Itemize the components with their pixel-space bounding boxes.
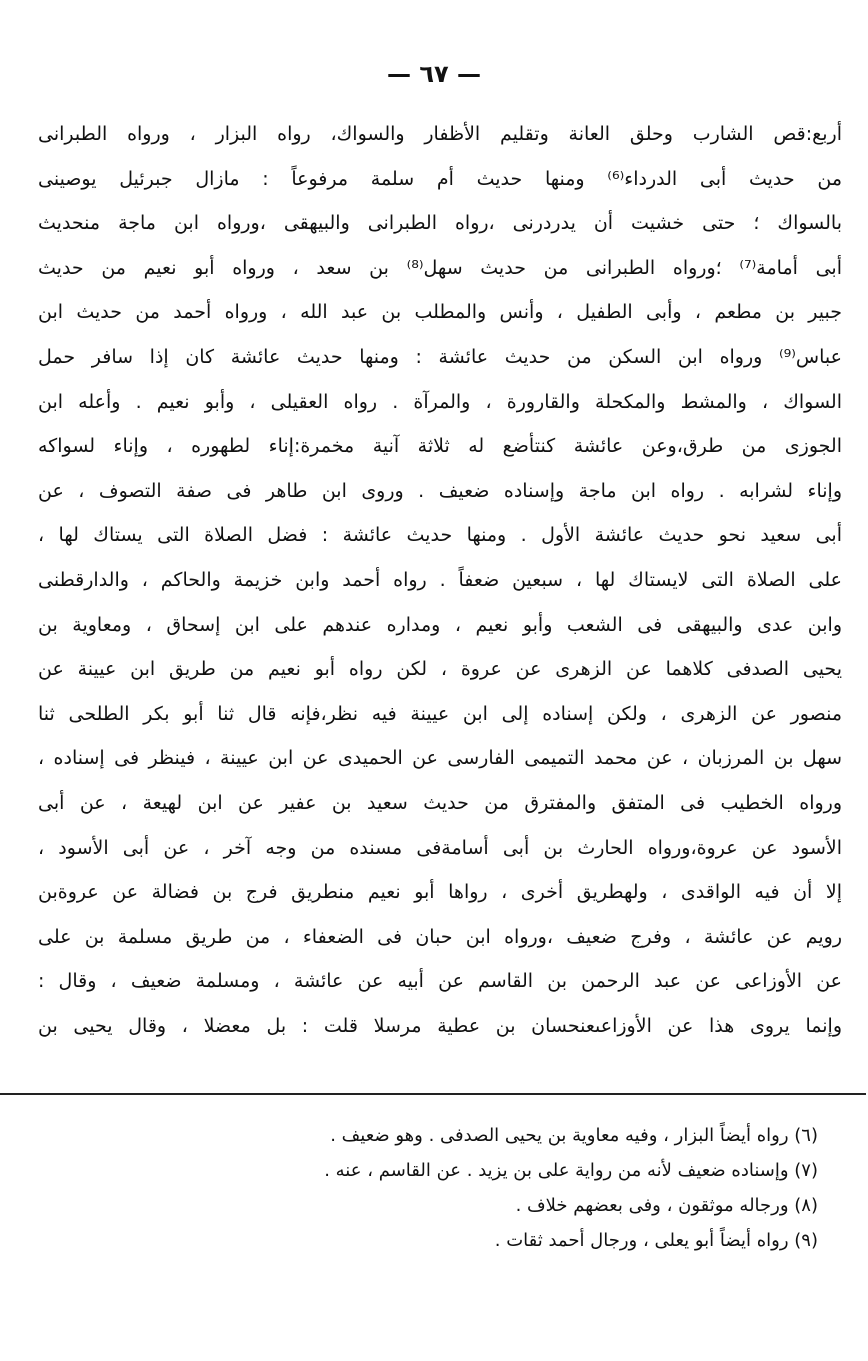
text-line: من حديث أبى الدرداء⁽⁶⁾ ومنها حديث أم سلمة مرفوعاً : مازال جبرئيل يوصينى [38,167,842,190]
text-line: بالسواك ؛ حتى خشيت أن يدردرنى ،رواه الطبرانى والبيهقى ،ورواه ابن ماجة منحديث [38,212,842,235]
main-text [38,112,842,1048]
text-line: منصور عن الزهرى ، ولكن إسناده إلى ابن عيينة فيه نظر،فإنه قال ثنا أبو بكر الطلحى ثنا [38,702,842,725]
text-line: ورواه الخطيب فى المتفق والمفترق من حديث سعيد بن عفير عن ابن لهيعة ، عن أبى [38,791,842,814]
text-line: وإنما يروى هذا عن الأوزاعىعنحسان بن عطية مرسلا قلت : بل معضلا ، وقال يحيى بن [38,1014,842,1037]
text-line: الأسود عن عروة،ورواه الحارث بن أبى أسامةفى مسنده من وجه آخر ، عن أبى الأسود ، [38,836,842,859]
footnote: (٧) وإسناده ضعيف لأنه من رواية على بن يزيد . عن القاسم ، عنه . [324,1160,818,1181]
footnotes [118,1118,818,1258]
text-line: إلا أن فيه الواقدى ، ولهطريق أخرى ، رواها أبو نعيم منطريق فرج بن فضالة عن عروةبن [38,881,842,904]
text-line: سهل بن المرزبان ، عن محمد التميمى الفارسى عن الحميدى عن ابن عيينة ، فينظر فى إسناده ، [38,747,842,770]
page-number: — ٦٧ — [386,60,481,88]
text-line: وابن عدى والبيهقى فى الشعب وأبو نعيم ، ومداره عندهم على ابن إسحاق ، ومعاوية بن [38,613,842,636]
footnote: (٦) رواه أيضاً البزار ، وفيه معاوية بن يحيى الصدفى . وهو ضعيف . [330,1125,818,1146]
text-line: جبير بن مطعم ، وأبى الطفيل ، وأنس والمطلب بن عبد الله ، ورواه أحمد من حديث ابن [38,301,842,324]
text-line: أبى سعيد نحو حديث عائشة الأول . ومنها حديث عائشة : فضل الصلاة التى يستاك لها ، [38,524,842,547]
text-line: وإناء لشرابه . رواه ابن ماجة وإسناده ضعيف . وروى ابن طاهر فى صفة التصوف ، عن [38,479,842,502]
text-line: عباس⁽⁹⁾ ورواه ابن السكن من حديث عائشة : ومنها حديث عائشة كان إذا سافر حمل [38,345,842,368]
text-line: السواك ، والمشط والمكحلة والقارورة ، والمرآة . رواه العقيلى ، وأبو نعيم . وأعله ابن [38,390,842,413]
text-line: رويم عن عائشة ، وفرج ضعيف ،ورواه ابن حبان فى الضعفاء ، من طريق مسلمة بن على [38,925,842,948]
footnote: (٩) رواه أيضاً أبو يعلى ، ورجال أحمد ثقات . [494,1230,818,1251]
text-line: الجوزى من طرق،وعن عائشة كنتأضع له ثلاثة آنية مخمرة:إناء لطهوره ، وإناء لسواكه [38,435,842,458]
text-line: أربع:قص الشارب وحلق العانة وتقليم الأظفار والسواك، رواه البزار ، ورواه الطبرانى [38,123,842,145]
text-line: عن الأوزاعى عن عبد الرحمن بن القاسم عن أبيه عن عائشة ، ومسلمة ضعيف ، وقال : [38,970,842,993]
text-line: على الصلاة التى لايستاك لها ، سبعين ضعفاً . رواه أحمد وابن خزيمة والحاكم ، والدارقطنى [38,568,842,591]
text-line: يحيى الصدفى كلاهما عن الزهرى عن عروة ، لكن رواه أبو نعيم من طريق ابن عيينة عن [38,658,842,681]
footnote: (٨) ورجاله موثقون ، وفى بعضهم خلاف . [515,1195,818,1216]
footnote-divider [0,1093,866,1095]
text-line: أبى أمامة⁽⁷⁾ ؛ورواه الطبرانى من حديث سهل⁽⁸⁾ بن سعد ، ورواه أبو نعيم من حديث [38,256,842,279]
